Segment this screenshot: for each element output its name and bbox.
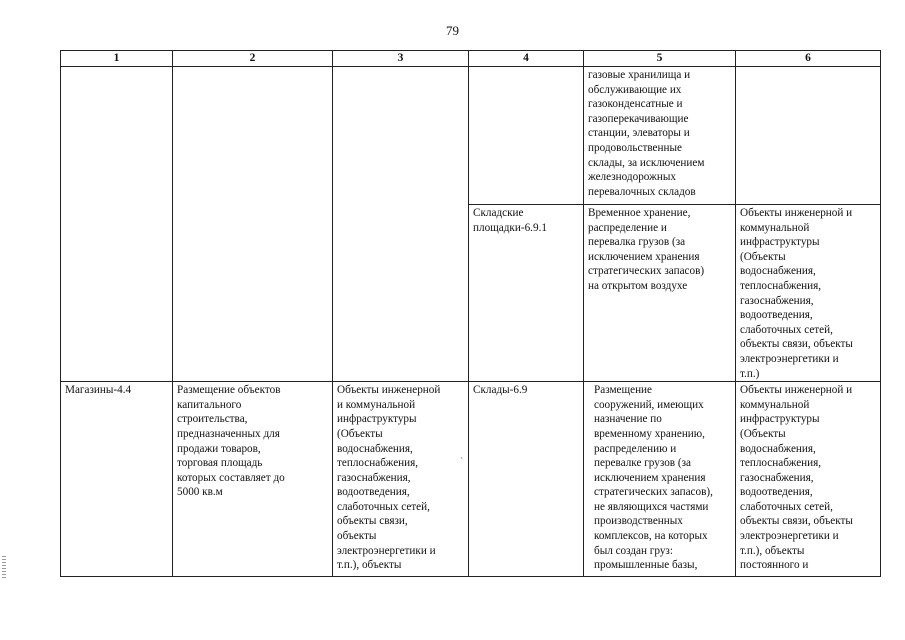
header-col-2: 2	[173, 51, 333, 67]
stray-mark: `	[460, 457, 464, 468]
cell-r1-c3	[333, 67, 469, 382]
cell-r2-c3: Объекты инженерной и коммунальной инфраструктуры (Объекты водоснабжения, теплоснабжения, газоснабжения, водоотведения, слаботочных сетей, объекты связи, объекты электроэнергетики и т.п.), объекты	[333, 382, 469, 577]
cell-r1a-c4	[469, 67, 584, 205]
header-col-3: 3	[333, 51, 469, 67]
cell-r1b-c4: Складские площадки-6.9.1	[469, 205, 584, 382]
header-col-6: 6	[736, 51, 881, 67]
table-header-row	[61, 51, 881, 67]
cell-r1-c2	[173, 67, 333, 382]
table-row-continuation	[61, 67, 881, 205]
cell-r2-c5: Размещение сооружений, имеющих назначение по временному хранению, распределению и перевалке грузов (за исключением хранения стратегических запасов), не являющихся частями производственных комплексов, на которых был создан груз: промышленные базы,	[584, 382, 736, 577]
header-col-1: 1	[61, 51, 173, 67]
cell-r1-c1	[61, 67, 173, 382]
cell-r2-c6: Объекты инженерной и коммунальной инфраструктуры (Объекты водоснабжения, теплоснабжения, газоснабжения, водоотведения, слаботочных сетей, объекты связи, объекты электроэнергетики и т.п.), объекты постоянного и	[736, 382, 881, 577]
table-row-shops	[61, 382, 881, 577]
scan-margin-marks	[2, 556, 6, 578]
header-col-5: 5	[584, 51, 736, 67]
zoning-table	[60, 50, 881, 577]
cell-r1a-c5: газовые хранилища и обслуживающие их газоконденсатные и газоперекачивающие станции, элеваторы и продовольственные склады, за исключением железнодорожных перевалочных складов	[584, 67, 736, 205]
cell-r2-c1: Магазины-4.4	[61, 382, 173, 577]
cell-r1b-c6: Объекты инженерной и коммунальной инфраструктуры (Объекты водоснабжения, теплоснабжения, газоснабжения, водоотведения, слаботочных сетей, объекты связи, объекты электроэнергетики и т.п.)	[736, 205, 881, 382]
cell-r1a-c6	[736, 67, 881, 205]
page-number: 79	[446, 23, 459, 38]
cell-r1b-c5: Временное хранение, распределение и перевалка грузов (за исключением хранения стратегических запасов) на открытом воздухе	[584, 205, 736, 382]
cell-r2-c2: Размещение объектов капитального строительства, предназначенных для продажи товаров, торговая площадь которых составляет до 5000 кв.м	[173, 382, 333, 577]
header-col-4: 4	[469, 51, 584, 67]
cell-r2-c4: Склады-6.9	[469, 382, 584, 577]
